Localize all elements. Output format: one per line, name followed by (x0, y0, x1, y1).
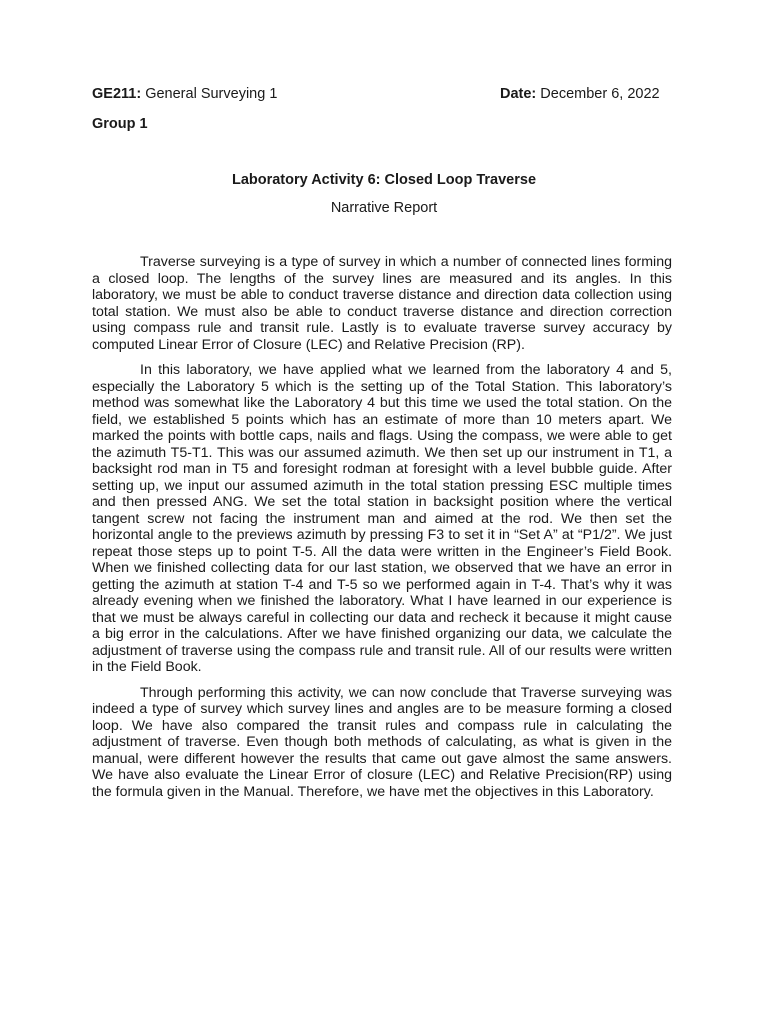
document-subtitle: Narrative Report (330, 200, 438, 216)
course-name: General Surveying 1 (141, 86, 278, 102)
course-info (92, 86, 277, 102)
group-label: Group 1 (92, 116, 148, 132)
date-value: December 6, 2022 (536, 86, 660, 102)
document-title: Laboratory Activity 6: Closed Loop Traverse (231, 172, 537, 188)
course-code: GE211: (92, 86, 142, 102)
body-text (92, 254, 672, 809)
header-row (92, 86, 672, 102)
date-info (500, 86, 672, 102)
paragraph-3: Through performing this activity, we can now conclude that Traverse surveying was indeed a type of survey which survey lines and angles are to be measure forming a closed loop. We have also compared the transit rules and compass rule in calculating the adjustment of traverse. Even though both methods of calculating, as what is given in the manual, were different however the results that came out gave almost the same answers. We have also evaluate the Linear Error of closure (LEC) and Relative Precision(RP) using the formula given in the Manual. Therefore, we have met the objectives in this Laboratory. (92, 684, 672, 800)
date-label: Date: (500, 86, 537, 102)
paragraph-1: Traverse surveying is a type of survey in which a number of connected lines forming a closed loop. The lengths of the survey lines are measured and its angles. In this laboratory, we must be able to conduct traverse distance and direction data collection using total station. We must also be able to conduct traverse distance and direction correction using compass rule and transit rule. Lastly is to evaluate traverse survey accuracy by computed Linear Error of Closure (LEC) and Relative Precision (RP). (92, 254, 672, 353)
paragraph-2: In this laboratory, we have applied what we learned from the laboratory 4 and 5, especially the Laboratory 5 which is the setting up of the Total Station. This laboratory’s method was somewhat like the Laboratory 4 but this time we used the total station. On the field, we established 5 points which has an estimate of more than 10 meters apart. We marked the points with bottle caps, nails and flags. Using the compass, we were able to get the azimuth T5-T1. This was our assumed azimuth. We then set up our instrument in T1, a backsight rod man in T5 and foresight rodman at foresight with a level bubble guide. After setting up, we input our assumed azimuth in the total station pressing ESC multiple times and then pressed ANG. We set the total station in backsight position where the vertical tangent screw not facing the instrument man and aimed at the rod. We then set the horizontal angle to the previews azimuth by pressing F3 to set it in “Set A” at “P1/2”. We just repeat those steps up to point T-5. All the data were written in the Engineer’s Field Book. When we finished collecting data for our last station, we observed that we have an error in getting the azimuth at station T-4 and T-5 so we performed again in T-4. That’s why it was already evening when we finished the laboratory. What I have learned in our experience is that we must be always careful in collecting our data and recheck it because it might cause a big error in the calculations. After we have finished organizing our data, we calculate the adjustment of traverse using the compass rule and transit rule. All of our results were written in the Field Book. (92, 362, 672, 675)
